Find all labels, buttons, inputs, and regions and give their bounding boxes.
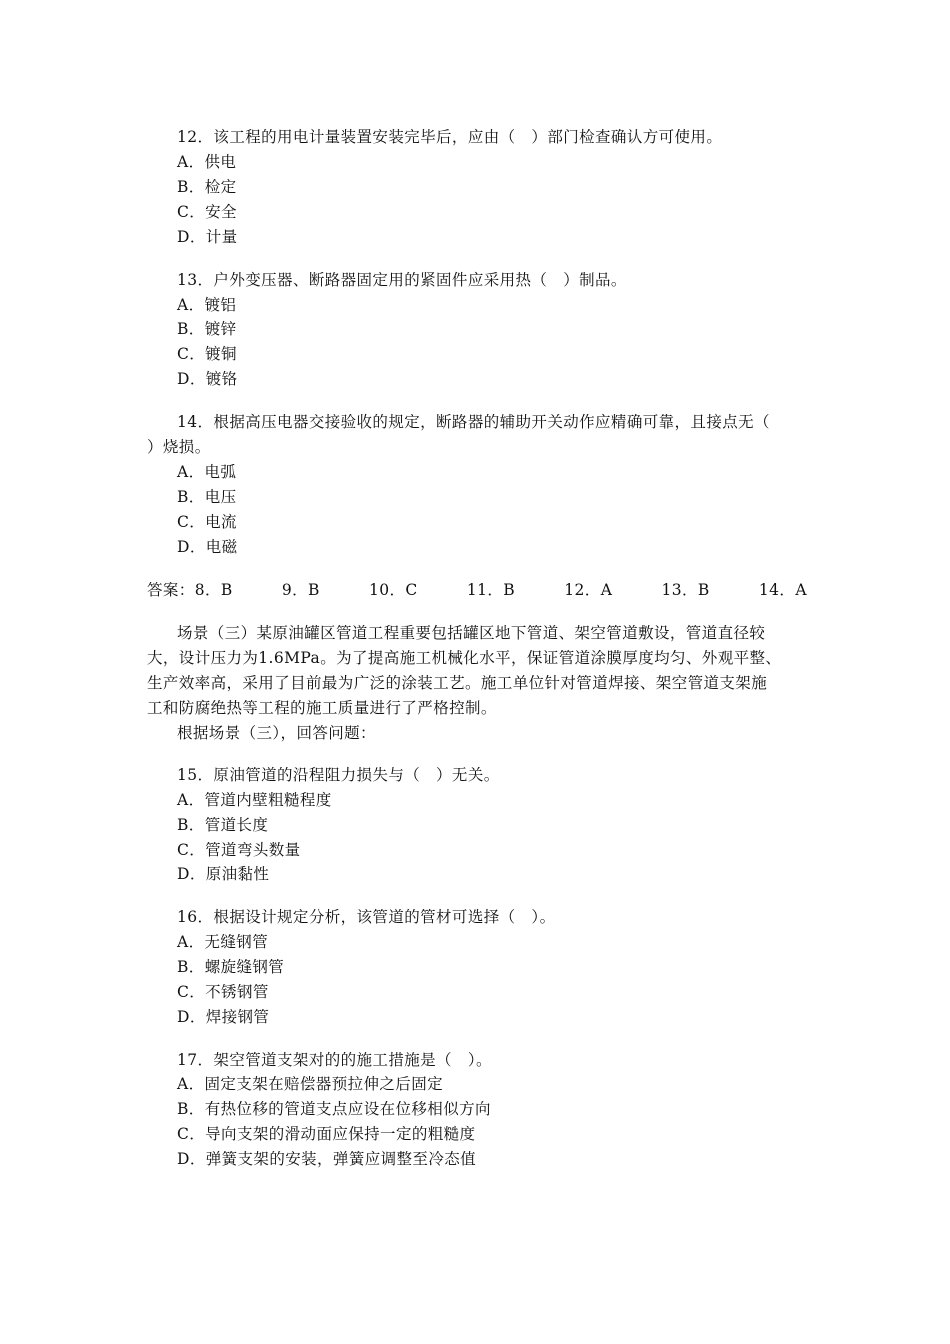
answer-item: 12．A (564, 581, 613, 599)
question-12-option-c: C．安全 (177, 203, 237, 221)
question-17-option-d: D．弹簧支架的安装，弹簧应调整至冷态值 (177, 1150, 477, 1168)
question-17-stem: 17．架空管道支架对的的施工措施是（ ）。 (177, 1051, 492, 1069)
scenario-line-4: 工和防腐绝热等工程的施工质量进行了严格控制。 (147, 699, 497, 717)
question-12-option-a: A．供电 (177, 153, 237, 171)
question-14-option-a: A．电弧 (177, 463, 237, 481)
question-14-option-c: C．电流 (177, 513, 237, 531)
question-17-option-b: B．有热位移的管道支点应设在位移相似方向 (177, 1100, 491, 1118)
answer-key (147, 580, 807, 600)
answer-item: 13．B (661, 581, 710, 599)
question-16-option-a: A．无缝钢管 (177, 933, 269, 951)
question-17-option-c: C．导向支架的滑动面应保持一定的粗糙度 (177, 1125, 476, 1143)
question-16-stem: 16．根据设计规定分析，该管道的管材可选择（ ）。 (177, 908, 556, 926)
question-14-stem-line2: ）烧损。 (147, 438, 211, 456)
question-12-stem: 12．该工程的用电计量装置安装完毕后，应由（ ）部门检查确认方可使用。 (177, 128, 723, 146)
scenario-line-3: 生产效率高，采用了目前最为广泛的涂装工艺。施工单位针对管道焊接、架空管道支架施 (147, 674, 768, 692)
question-15-option-c: C．管道弯头数量 (177, 841, 301, 859)
question-15-stem: 15．原油管道的沿程阻力损失与（ ）无关。 (177, 766, 500, 784)
question-13-option-a: A．镀铝 (177, 296, 237, 314)
question-13-option-b: B．镀锌 (177, 320, 237, 338)
answer-item: 14．A (758, 581, 807, 599)
question-13-option-c: C．镀铜 (177, 345, 237, 363)
question-14-option-d: D．电磁 (177, 538, 238, 556)
question-16-option-d: D．焊接钢管 (177, 1008, 270, 1026)
scenario-line-2: 大，设计压力为1.6MPa。为了提高施工机械化水平，保证管道涂膜厚度均匀、外观平整、 (147, 649, 782, 667)
answer-item: 答案：8．B (147, 581, 233, 599)
question-14-option-b: B．电压 (177, 488, 237, 506)
question-13-option-d: D．镀铬 (177, 370, 238, 388)
question-16-option-b: B．螺旋缝钢管 (177, 958, 285, 976)
scenario-line-1: 场景（三）某原油罐区管道工程重要包括罐区地下管道、架空管道敷设，管道直径较 (177, 624, 766, 642)
question-12-option-b: B．检定 (177, 178, 237, 196)
question-15-option-d: D．原油黏性 (177, 865, 270, 883)
question-15-option-b: B．管道长度 (177, 816, 269, 834)
question-15-option-a: A．管道内壁粗糙程度 (177, 791, 332, 809)
question-17-option-a: A．固定支架在赔偿器预拉伸之后固定 (177, 1075, 443, 1093)
question-14-stem-line1: 14．根据高压电器交接验收的规定，断路器的辅助开关动作应精确可靠，且接点无（ (177, 413, 770, 431)
answer-item: 11．B (466, 581, 516, 599)
answer-item: 9．B (281, 581, 320, 599)
question-16-option-c: C．不锈钢管 (177, 983, 269, 1001)
answer-item: 10．C (368, 581, 418, 599)
scenario-prompt: 根据场景（三），回答问题： (177, 724, 376, 742)
question-12-option-d: D．计量 (177, 228, 238, 246)
question-13-stem: 13．户外变压器、断路器固定用的紧固件应采用热（ ）制品。 (177, 271, 627, 289)
